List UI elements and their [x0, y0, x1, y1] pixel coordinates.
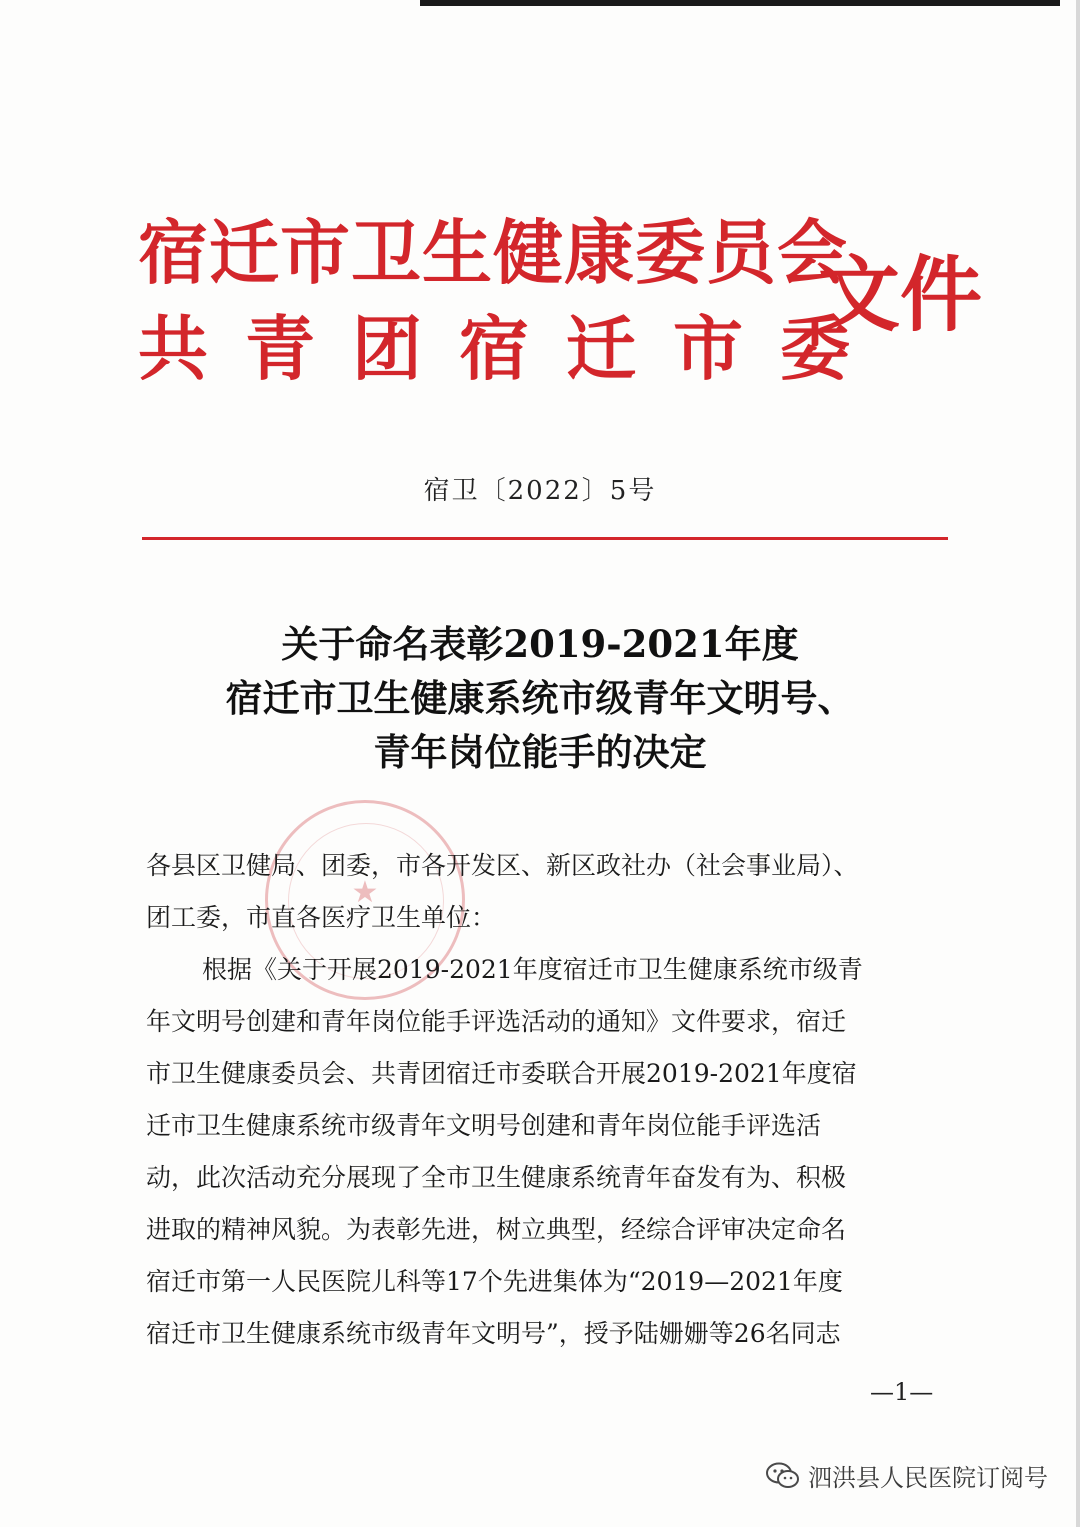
title-line-2: 宿迁市卫生健康系统市级青年文明号、	[225, 676, 855, 720]
scan-top-edge	[420, 0, 1060, 6]
title-line-1: 关于命名表彰2019-2021年度	[281, 622, 799, 666]
issuer-line-2: 共青团宿迁市委	[138, 308, 887, 390]
page-number: —1—	[870, 1378, 934, 1406]
body-line: 根据《关于开展2019-2021年度宿迁市卫生健康系统市级青	[202, 955, 863, 984]
body-line: 进取的精神风貌。为表彰先进，树立典型，经综合评审决定命名	[146, 1215, 847, 1244]
body-line: 宿迁市卫生健康系统市级青年文明号”，授予陆姗姗等26名同志	[146, 1319, 841, 1348]
document-word: 文件	[818, 248, 983, 343]
document-number: 宿卫〔2022〕5号	[423, 476, 657, 506]
red-divider-line	[142, 537, 948, 540]
wechat-icon	[766, 1462, 800, 1490]
seal-star-icon: ★	[351, 875, 379, 910]
body-line: 年文明号创建和青年岗位能手评选活动的通知》文件要求，宿迁	[146, 1007, 847, 1036]
document-title	[0, 617, 1080, 779]
document-body	[146, 840, 946, 1360]
body-line: 迁市卫生健康系统市级青年文明号创建和青年岗位能手评选活	[146, 1111, 822, 1140]
salutation-line-1: 各县区卫健局、团委，市各开发区、新区政社办（社会事业局）、	[146, 851, 859, 880]
body-line: 市卫生健康委员会、共青团宿迁市委联合开展2019-2021年度宿	[146, 1059, 857, 1088]
issuer-line-1: 宿迁市卫生健康委员会	[138, 212, 848, 294]
watermark-text: 泗洪县人民医院订阅号	[808, 1464, 1048, 1492]
account-watermark	[766, 1458, 1048, 1493]
body-line: 动，此次活动充分展现了全市卫生健康系统青年奋发有为、积极	[146, 1163, 847, 1192]
salutation-line-2: 团工委，市直各医疗卫生单位：	[146, 903, 497, 932]
body-line: 宿迁市第一人民医院儿科等17个先进集体为“2019—2021年度	[146, 1267, 843, 1296]
title-line-3: 青年岗位能手的决定	[373, 730, 707, 774]
